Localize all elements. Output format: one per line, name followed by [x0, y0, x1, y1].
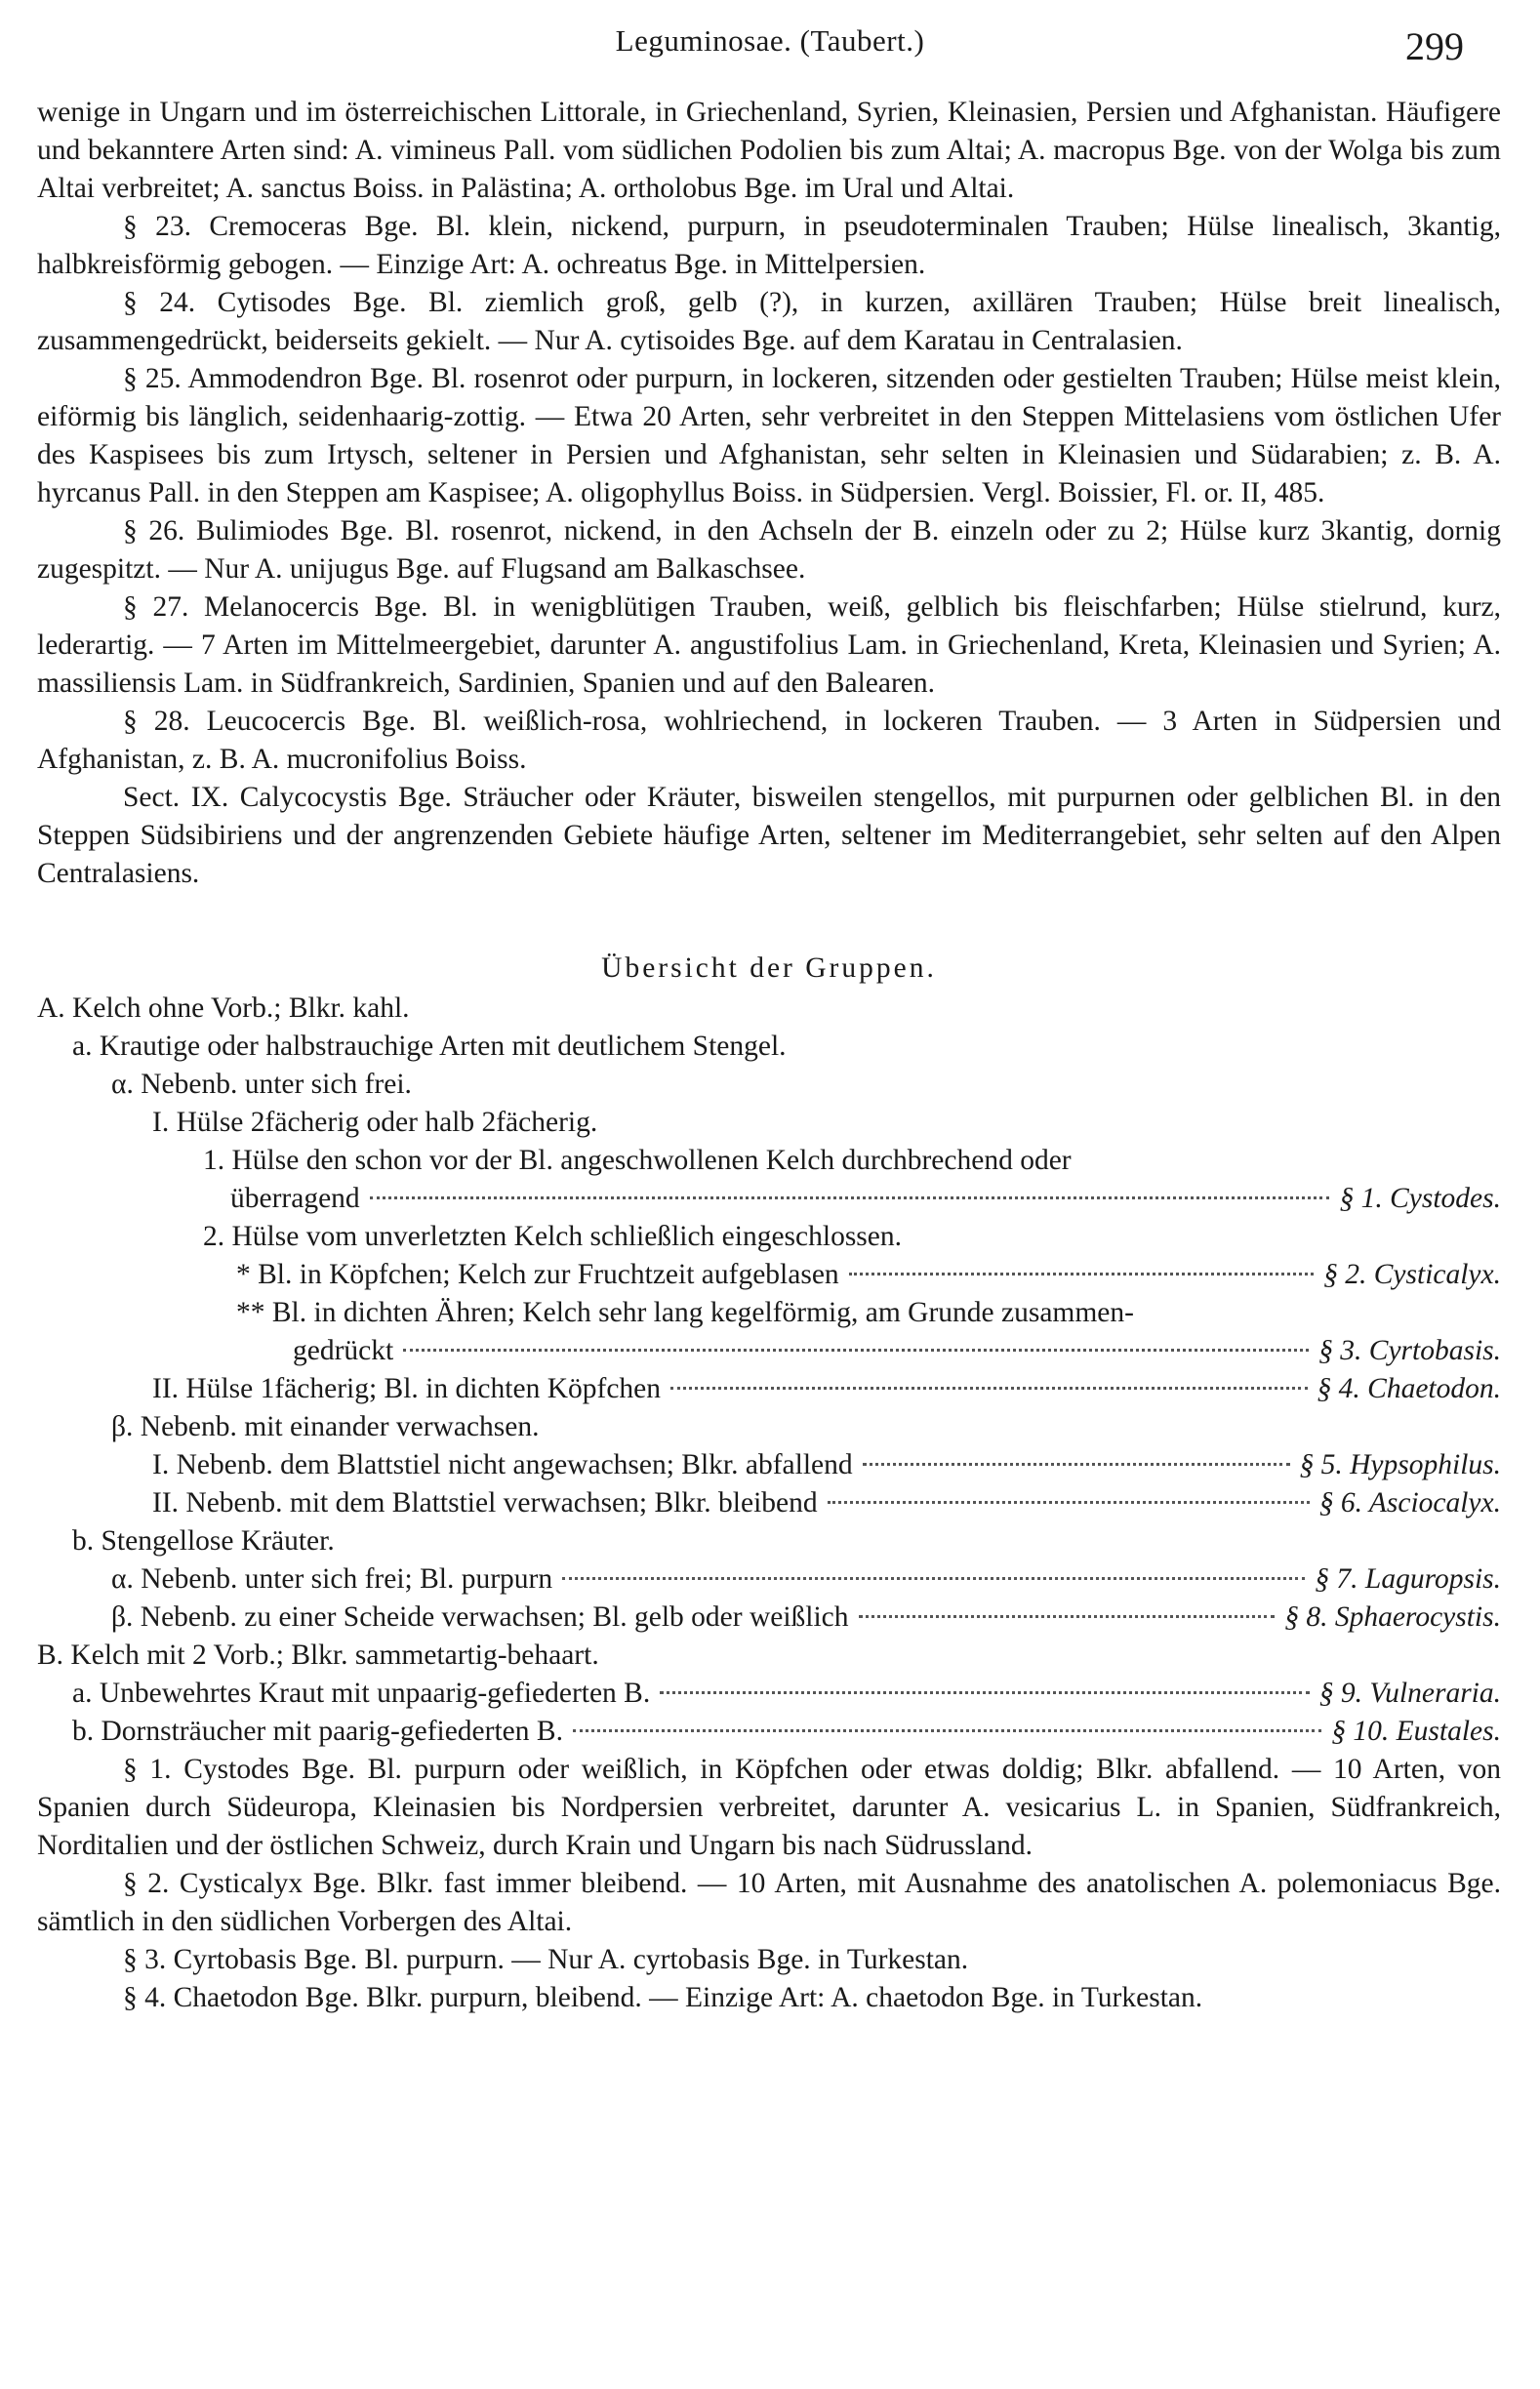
key-text: * Bl. in Köpfchen; Kelch zur Fruchtzeit aufgeblasen [236, 1259, 839, 1290]
key-table [37, 990, 1501, 1751]
dot-leader [660, 1691, 1309, 1694]
key-line-with-ref [37, 1560, 1501, 1599]
key-ref: § 7. Laguropsis. [1315, 1563, 1501, 1595]
key-ref: § 4. Chaetodon. [1317, 1373, 1501, 1404]
dot-leader [370, 1196, 1330, 1199]
key-line-with-ref [37, 1446, 1501, 1484]
paragraph-section-26: § 26. Bulimiodes Bge. Bl. rosenrot, nickend, in den Achseln der B. einzeln oder zu 2; Hülse kurz 3kantig, dornig zugespitzt. — Nur A. unijugus Bge. auf Flugsand am Balkaschsee. [37, 515, 1501, 585]
key-line: A. Kelch ohne Vorb.; Blkr. kahl. [37, 992, 410, 1024]
key-ref: § 5. Hypsophilus. [1299, 1449, 1501, 1480]
overview-heading: Übersicht der Gruppen. [601, 952, 937, 984]
paragraph-section-23: § 23. Cremoceras Bge. Bl. klein, nickend, purpurn, in pseudoterminalen Trauben; Hülse linealisch, 3kantig, halbkreisförmig gebogen. — Einzige Art: A. ochreatus Bge. in Mittelpersien. [37, 211, 1501, 280]
key-text: α. Nebenb. unter sich frei; Bl. purpurn [111, 1563, 553, 1595]
key-line-with-ref [37, 1675, 1501, 1713]
key-text: b. Dornsträucher mit paarig-gefiederten B. [72, 1716, 563, 1747]
key-text: II. Nebenb. mit dem Blattstiel verwachsen; Blkr. bleibend [152, 1487, 818, 1518]
key-line: b. Stengellose Kräuter. [72, 1525, 335, 1557]
key-text: II. Hülse 1fächerig; Bl. in dichten Köpfchen [152, 1373, 662, 1404]
spacer [37, 893, 1501, 950]
paragraph-section-24: § 24. Cytisodes Bge. Bl. ziemlich groß, gelb (?), in kurzen, axillären Trauben; Hülse breit linealisch, zusammengedrückt, beiderseits gekielt. — Nur A. cytisoides Bge. auf dem Karatau in Centralasien. [37, 287, 1501, 356]
dot-leader [849, 1273, 1314, 1275]
key-line-with-ref [37, 1599, 1501, 1637]
key-line-with-ref [37, 1180, 1501, 1218]
key-line: 2. Hülse vom unverletzten Kelch schließlich eingeschlossen. [203, 1221, 902, 1252]
key-text: gedrückt [293, 1335, 394, 1366]
running-head: Leguminosae. (Taubert.) [615, 23, 925, 58]
dot-leader [562, 1577, 1305, 1580]
page-body [37, 94, 1501, 2017]
dot-leader [859, 1615, 1276, 1618]
paragraph-sect-ix: Sect. IX. Calycocystis Bge. Sträucher oder Kräuter, bisweilen stengellos, mit purpurnen oder gelblichen Bl. in den Steppen Südsibiriens und der angrenzenden Gebiete häufige Arten, seltener im Mediterrangebiet, sehr selten auf den Alpen Centralasiens. [37, 782, 1501, 889]
key-line: α. Nebenb. unter sich frei. [111, 1069, 412, 1100]
key-line: β. Nebenb. mit einander verwachsen. [111, 1411, 540, 1442]
key-line: ** Bl. in dichten Ähren; Kelch sehr lang kegelförmig, am Grunde zusammen- [236, 1297, 1134, 1328]
paragraph-section-4: § 4. Chaetodon Bge. Blkr. purpurn, bleibend. — Einzige Art: A. chaetodon Bge. in Turkestan. [123, 1982, 1203, 2013]
dot-leader [403, 1349, 1309, 1352]
paragraph-section-2: § 2. Cysticalyx Bge. Blkr. fast immer bleibend. — 10 Arten, mit Ausnahme des anatolischen A. polemoniacus Bge. sämtlich in den südlichen Vorbergen des Altai. [37, 1868, 1501, 1937]
key-line: I. Hülse 2fächerig oder halb 2fächerig. [152, 1107, 598, 1138]
dot-leader [828, 1501, 1310, 1504]
key-ref: § 1. Cystodes. [1339, 1183, 1501, 1214]
paragraph-section-28: § 28. Leucocercis Bge. Bl. weißlich-rosa, wohlriechend, in lockeren Trauben. — 3 Arten in Südpersien und Afghanistan, z. B. A. mucronifolius Boiss. [37, 706, 1501, 775]
key-ref: § 9. Vulneraria. [1318, 1678, 1501, 1709]
paragraph-section-25: § 25. Ammodendron Bge. Bl. rosenrot oder purpurn, in lockeren, sitzenden oder gestielten Trauben; Hülse meist klein, eiförmig bis länglich, seidenhaarig-zottig. — Etwa 20 Arten, sehr verbreitet in den Steppen Mittelasiens vom östlichen Ufer des Kaspisees bis zum Irtysch, seltener in Persien und Afghanistan, sehr selten in Kleinasien und Südarabien; z. B. A. hyrcanus Pall. in den Steppen am Kaspisee; A. oligophyllus Boiss. in Südpersien. Vergl. Boissier, Fl. or. II, 485. [37, 363, 1501, 508]
dot-leader [670, 1387, 1308, 1390]
key-line-with-ref [37, 1370, 1501, 1408]
key-ref: § 10. Eustales. [1331, 1716, 1501, 1747]
paragraph-section-1: § 1. Cystodes Bge. Bl. purpurn oder weißlich, in Köpfchen oder etwas doldig; Blkr. abfallend. — 10 Arten, von Spanien durch Südeuropa, Kleinasien bis Nordpersien verbreitet, darunter A. vesicarius L. in Spanien, Südfrankreich, Norditalien und der östlichen Schweiz, durch Krain und Ungarn bis nach Südrussland. [37, 1754, 1501, 1861]
dot-leader [573, 1729, 1321, 1732]
key-ref: § 8. Sphaerocystis. [1284, 1601, 1501, 1633]
page-number: 299 [1405, 24, 1464, 68]
key-line-with-ref [37, 1332, 1501, 1370]
key-line: 1. Hülse den schon vor der Bl. angeschwollenen Kelch durchbrechend oder [203, 1145, 1072, 1176]
paragraph-section-3: § 3. Cyrtobasis Bge. Bl. purpurn. — Nur A. cyrtobasis Bge. in Turkestan. [123, 1944, 969, 1975]
key-ref: § 6. Asciocalyx. [1318, 1487, 1501, 1518]
dot-leader [863, 1463, 1290, 1466]
paragraph-continuation: wenige in Ungarn und im österreichischen Littorale, in Griechenland, Syrien, Kleinasien, Persien und Afghanistan. Häufigere und bekanntere Arten sind: A. vimineus Pall. vom südlichen Podolien bis zum Altai; A. macropus Bge. von der Wolga bis zum Altai verbreitet; A. sanctus Boiss. in Palästina; A. ortholobus Bge. im Ural und Altai. [37, 97, 1501, 204]
key-text: überragend [230, 1183, 360, 1214]
key-text: β. Nebenb. zu einer Scheide verwachsen; Bl. gelb oder weißlich [111, 1601, 849, 1633]
key-line-with-ref [37, 1713, 1501, 1751]
key-line-with-ref [37, 1256, 1501, 1294]
paragraph-section-27: § 27. Melanocercis Bge. Bl. in wenigblütigen Trauben, weiß, gelblich bis fleischfarben; Hülse stielrund, kurz, lederartig. — 7 Arten im Mittelmeergebiet, darunter A. angustifolius Lam. in Griechenland, Kreta, Kleinasien und Syrien; A. massiliensis Lam. in Südfrankreich, Sardinien, Spanien und auf den Balearen. [37, 591, 1501, 699]
key-text: a. Unbewehrtes Kraut mit unpaarig-gefiederten B. [72, 1678, 651, 1709]
key-ref: § 2. Cysticalyx. [1323, 1259, 1501, 1290]
key-line-with-ref [37, 1484, 1501, 1522]
key-text: I. Nebenb. dem Blattstiel nicht angewachsen; Blkr. abfallend [152, 1449, 853, 1480]
key-ref: § 3. Cyrtobasis. [1318, 1335, 1501, 1366]
page-header [0, 18, 1540, 66]
key-line: a. Krautige oder halbstrauchige Arten mit deutlichem Stengel. [72, 1031, 787, 1062]
key-line: B. Kelch mit 2 Vorb.; Blkr. sammetartig-behaart. [37, 1640, 599, 1671]
